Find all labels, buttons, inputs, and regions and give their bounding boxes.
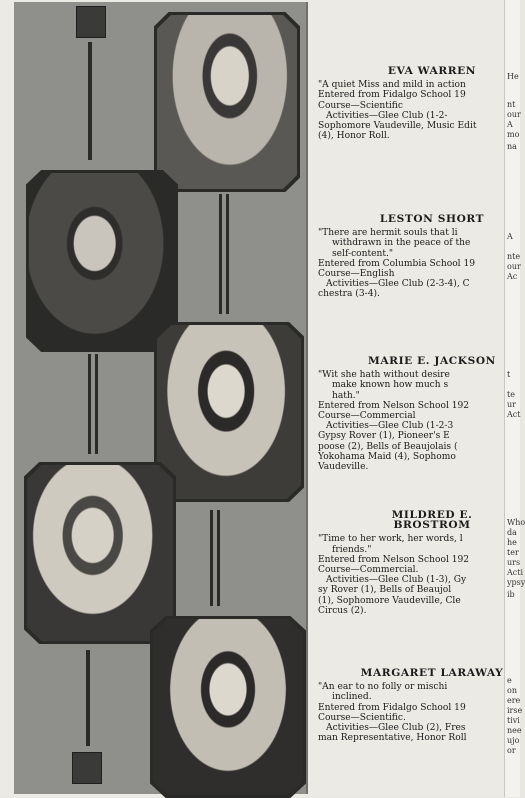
ornament-bar [219, 194, 222, 314]
student-activities: Activities—Glee Club (2), Fres [326, 723, 466, 734]
facing-page-fragment: nte [507, 252, 521, 261]
portrait-mildred-brostrom [24, 462, 176, 644]
entry-mildred-brostrom [318, 510, 506, 616]
student-activities-end: man Representative, Honor Roll [318, 733, 467, 744]
student-activities-cont2: (1), Sophomore Vaudeville, Cle [318, 595, 461, 606]
student-quote-3: hath." [332, 390, 360, 401]
facing-page-fragment: Ac [507, 272, 518, 281]
facing-page-fragment: ypsy [507, 578, 525, 587]
student-quote: "Wit she hath without desire [318, 370, 450, 381]
student-quote: "There are hermit souls that li [318, 228, 458, 239]
student-activities-cont3: Yokohama Maid (4), Sophomo [318, 451, 456, 462]
facing-page-fragment: on [507, 686, 517, 695]
student-quote-2: make known how much s [332, 380, 449, 391]
student-course: Course—Scientific. [318, 712, 406, 723]
student-name: MILDRED E. BROSTROM [391, 509, 473, 532]
facing-page-fragment: nee [507, 726, 522, 735]
ornament-bar [88, 354, 91, 454]
facing-page-fragment: ter [507, 548, 519, 557]
student-course: Course—Commercial. [318, 565, 419, 576]
student-quote-2: withdrawn in the peace of the [332, 238, 471, 249]
ornament-bar [88, 42, 92, 160]
student-entered: Entered from Nelson School 192 [318, 554, 470, 565]
portrait-margaret-laraway [150, 616, 306, 798]
portrait-marie-jackson [154, 322, 304, 502]
facing-page-fragment: A [507, 120, 513, 129]
facing-page-fragment: ujo [507, 736, 520, 745]
student-quote: "A quiet Miss and mild in action [318, 80, 466, 91]
facing-page-edge [504, 0, 525, 797]
portrait-eva-warren [154, 12, 300, 192]
ornament-bar [86, 650, 90, 746]
entry-marie-jackson [318, 356, 506, 472]
student-activities-cont: Gypsy Rover (1), Pioneer's E [318, 431, 450, 442]
facing-page-fragment: nt [507, 100, 516, 109]
bottom-ornament-icon [72, 752, 102, 784]
student-quote: "Time to her work, her words, l [318, 534, 463, 545]
top-ornament-icon [76, 6, 106, 38]
ornament-bar [226, 194, 229, 314]
student-course: Course—English [318, 269, 395, 280]
student-activities-end: chestra (3-4). [318, 289, 380, 300]
student-activities: Activities—Glee Club (1-2-3 [326, 421, 454, 432]
student-quote: "An ear to no folly or mischi [318, 682, 448, 693]
facing-page-fragment: urs [507, 558, 521, 567]
student-course: Course—Scientific [318, 100, 403, 111]
student-entered: Entered from Columbia School 19 [318, 258, 476, 269]
facing-page-fragment: Who [507, 518, 525, 527]
facing-page-fragment: he [507, 538, 517, 547]
student-activities: Activities—Glee Club (2-3-4), C [326, 279, 470, 290]
student-course: Course—Commercial [318, 411, 416, 422]
student-activities: Activities—Glee Club (1-2- [326, 110, 448, 121]
facing-page-fragment: Act [507, 410, 521, 419]
facing-page-fragment: our [507, 262, 521, 271]
entry-eva-warren [318, 66, 506, 141]
entry-leston-short [318, 214, 506, 300]
entry-margaret-laraway [318, 668, 506, 743]
ornament-bar [217, 510, 220, 606]
student-activities-cont: Sophomore Vaudeville, Music Edit [318, 121, 477, 132]
student-activities-end: (4), Honor Roll. [318, 131, 390, 142]
facing-page-fragment: our [507, 110, 521, 119]
student-quote-3: self-content." [332, 248, 394, 259]
student-activities-end: Circus (2). [318, 605, 367, 616]
student-quote-2: inclined. [332, 692, 372, 703]
facing-page-fragment: e [507, 676, 512, 685]
student-name: MARGARET LARAWAY [360, 667, 504, 679]
portrait-leston-short [26, 170, 178, 352]
facing-page-fragment: ur [507, 400, 516, 409]
student-name: EVA WARREN [387, 65, 477, 77]
facing-page-fragment: A [507, 232, 513, 241]
facing-page-fragment: da [507, 528, 517, 537]
ornament-bar [210, 510, 213, 606]
facing-page-fragment: ib [507, 590, 515, 599]
facing-page-fragment: irse [507, 706, 523, 715]
facing-page-fragment: na [507, 142, 517, 151]
photo-panel [14, 2, 308, 794]
student-entered: Entered from Nelson School 192 [318, 400, 470, 411]
student-activities: Activities—Glee Club (1-3), Gy [326, 575, 467, 586]
student-name: LESTON SHORT [379, 213, 485, 225]
facing-page-fragment: ere [507, 696, 521, 705]
student-name: MARIE E. JACKSON [368, 355, 496, 367]
facing-page-fragment: Acti [507, 568, 524, 577]
student-quote-2: friends." [332, 544, 372, 555]
facing-page-fragment: te [507, 390, 515, 399]
facing-page-fragment: t [507, 370, 511, 379]
facing-page-fragment: tivi [507, 716, 520, 725]
student-entered: Entered from Fidalgo School 19 [318, 702, 466, 713]
student-activities-cont: sy Rover (1), Bells of Beaujol [318, 585, 452, 596]
student-activities-end: Vaudeville. [318, 462, 369, 473]
facing-page-fragment: He [507, 72, 519, 81]
ornament-bar [95, 354, 98, 454]
student-activities-cont2: poose (2), Bells of Beaujolais ( [318, 441, 458, 452]
student-entered: Entered from Fidalgo School 19 [318, 90, 466, 101]
facing-page-fragment: mo [507, 130, 520, 139]
facing-page-fragment: or [507, 746, 516, 755]
